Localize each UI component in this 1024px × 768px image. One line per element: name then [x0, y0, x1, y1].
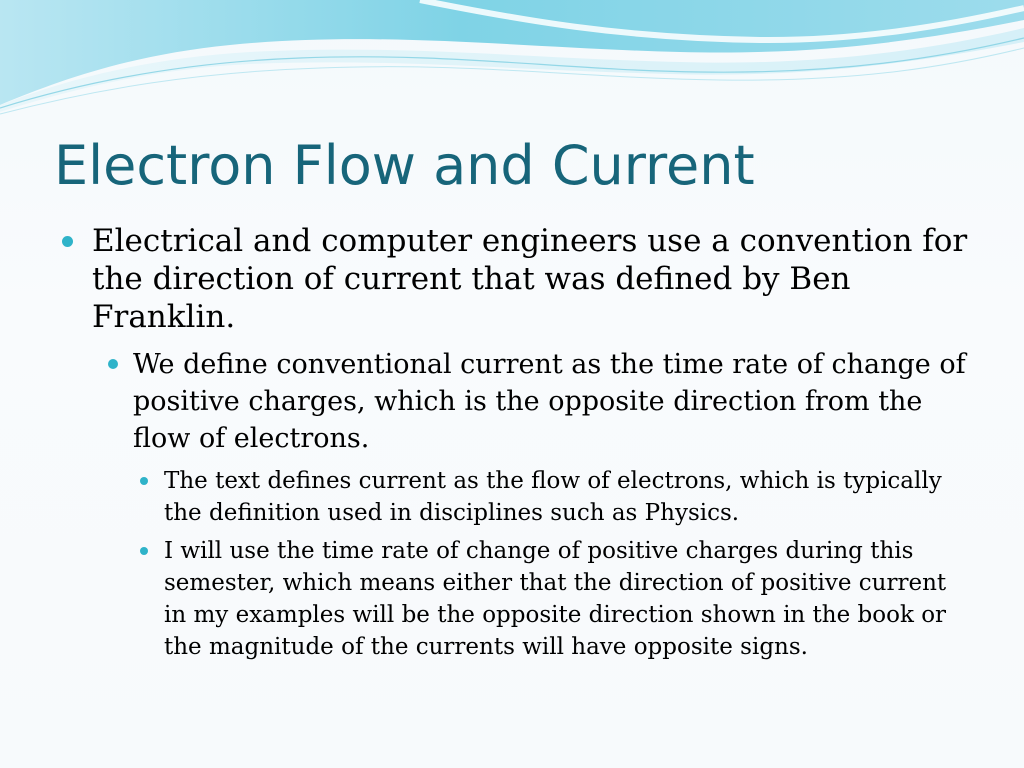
bullet-text: We define conventional current as the time rate of change of positive charges, which is the opposite direction from the flow of electrons. — [133, 349, 966, 454]
bullet-level-2 — [60, 346, 975, 457]
slide-title: Electron Flow and Current — [54, 134, 755, 197]
bullet-list — [60, 222, 975, 669]
bullet-level-3 — [60, 465, 975, 529]
bullet-text: I will use the time rate of change of positive charges during this semester, which means either that the direction of positive current in my examples will be the opposite direction shown in the book or the magnitude of the currents will have opposite signs. — [164, 538, 947, 660]
bullet-dot-icon — [140, 547, 148, 555]
bullet-level-3 — [60, 535, 975, 663]
bullet-dot-icon — [62, 236, 73, 247]
bullet-dot-icon — [140, 477, 148, 485]
bullet-text: Electrical and computer engineers use a convention for the direction of current that was defined by Ben Franklin. — [92, 223, 968, 335]
bullet-dot-icon — [108, 359, 118, 369]
header-wave-decoration — [0, 0, 1024, 130]
bullet-level-1 — [60, 222, 975, 336]
bullet-text: The text defines current as the flow of electrons, which is typically the definition used in disciplines such as Physics. — [164, 468, 942, 526]
